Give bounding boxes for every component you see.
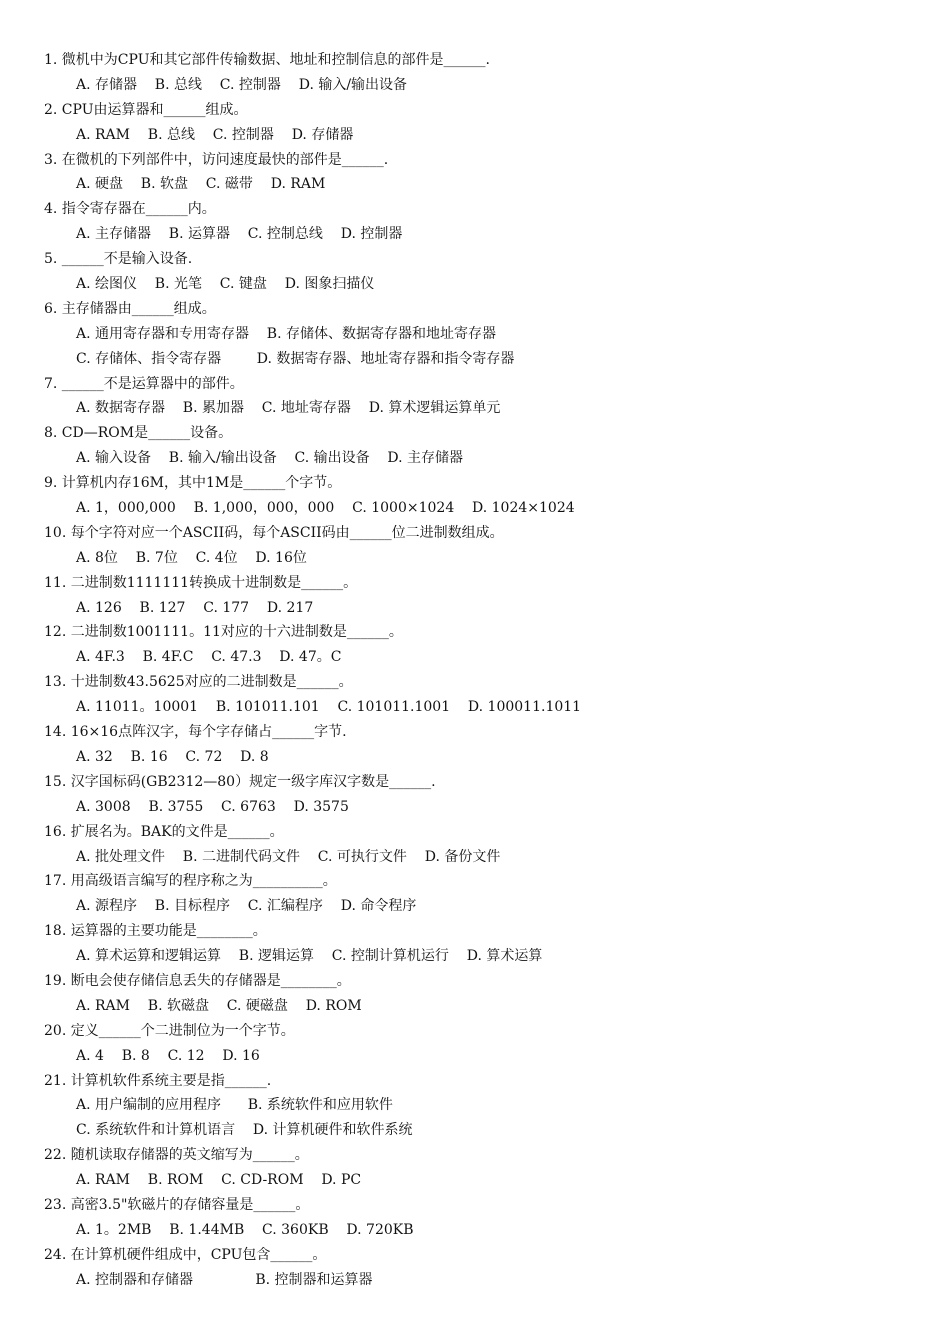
question-options: A. 用户编制的应用程序 B. 系统软件和应用软件: [76, 1097, 393, 1114]
question-text: 4. 指令寄存器在______内。: [44, 201, 216, 218]
question-options: A. 1，000,000 B. 1,000，000，000 C. 1000×1024 D. 1024×1024: [76, 500, 575, 517]
question-options: A. RAM B. 软磁盘 C. 硬磁盘 D. ROM: [76, 997, 362, 1014]
question-options: A. 数据寄存器 B. 累加器 C. 地址寄存器 D. 算术逻辑运算单元: [76, 400, 501, 417]
question-options: A. 源程序 B. 目标程序 C. 汇编程序 D. 命令程序: [76, 898, 417, 915]
question-options: A. 绘图仪 B. 光笔 C. 键盘 D. 图象扫描仪: [76, 276, 375, 293]
question-options: A. 输入设备 B. 输入/输出设备 C. 输出设备 D. 主存储器: [76, 450, 464, 467]
question-text: 19. 断电会使存储信息丢失的存储器是________。: [44, 972, 351, 989]
question-text: 3. 在微机的下列部件中，访问速度最快的部件是______.: [44, 151, 389, 168]
question-text: 16. 扩展名为。BAK的文件是______。: [44, 823, 284, 840]
question-options: A. 4 B. 8 C. 12 D. 16: [76, 1047, 260, 1064]
question-text: 21. 计算机软件系统主要是指______.: [44, 1072, 272, 1089]
question-text: 11. 二进制数1111111转换成十进制数是______。: [44, 574, 358, 591]
question-options: A. 8位 B. 7位 C. 4位 D. 16位: [76, 549, 307, 566]
question-options: A. 算术运算和逻辑运算 B. 逻辑运算 C. 控制计算机运行 D. 算术运算: [76, 948, 543, 965]
question-options: C. 存储体、指令寄存器 D. 数据寄存器、地址寄存器和指令寄存器: [76, 350, 515, 367]
question-text: 15. 汉字国标码(GB2312—80）规定一级字库汉字数是______.: [44, 773, 436, 790]
question-text: 5. ______不是输入设备.: [44, 251, 193, 268]
question-options: A. 通用寄存器和专用寄存器 B. 存储体、数据寄存器和地址寄存器: [76, 325, 496, 342]
question-text: 7. ______不是运算器中的部件。: [44, 375, 244, 392]
question-text: 12. 二进制数1001111。11对应的十六进制数是______。: [44, 624, 403, 641]
question-text: 9. 计算机内存16M，其中1M是______个字节。: [44, 475, 342, 492]
question-options: A. 3008 B. 3755 C. 6763 D. 3575: [76, 798, 349, 815]
question-options: C. 系统软件和计算机语言 D. 计算机硬件和软件系统: [76, 1122, 413, 1139]
question-options: A. 11011。10001 B. 101011.101 C. 101011.1001 D. 100011.1011: [76, 699, 582, 716]
question-options: A. RAM B. 总线 C. 控制器 D. 存储器: [76, 126, 354, 143]
question-text: 18. 运算器的主要功能是________。: [44, 923, 267, 940]
question-options: A. 硬盘 B. 软盘 C. 磁带 D. RAM: [76, 176, 326, 193]
question-text: 23. 高密3.5"软磁片的存储容量是______。: [44, 1196, 310, 1213]
question-options: A. 4F.3 B. 4F.C C. 47.3 D. 47。C: [76, 649, 342, 666]
question-text: 1. 微机中为CPU和其它部件传输数据、地址和控制信息的部件是______.: [44, 52, 490, 68]
question-options: A. 主存储器 B. 运算器 C. 控制总线 D. 控制器: [76, 226, 403, 243]
question-text: 17. 用高级语言编写的程序称之为__________。: [44, 873, 337, 890]
question-options: A. 126 B. 127 C. 177 D. 217: [76, 599, 314, 616]
question-text: 22. 随机读取存储器的英文缩写为______。: [44, 1147, 309, 1164]
question-text: 24. 在计算机硬件组成中，CPU包含______。: [44, 1246, 327, 1263]
exam-document: [44, 48, 924, 1293]
question-text: 13. 十进制数43.5625对应的二进制数是______。: [44, 674, 353, 691]
question-options: A. 1。2MB B. 1.44MB C. 360KB D. 720KB: [76, 1221, 414, 1238]
question-text: 14. 16×16点阵汉字，每个字存储占______字节.: [44, 724, 347, 741]
question-text: 8. CD—ROM是______设备。: [44, 425, 233, 442]
question-options: A. 批处理文件 B. 二进制代码文件 C. 可执行文件 D. 备份文件: [76, 848, 501, 865]
question-options: A. 32 B. 16 C. 72 D. 8: [76, 748, 269, 765]
question-options: A. RAM B. ROM C. CD-ROM D. PC: [76, 1172, 362, 1189]
question-options: A. 存储器 B. 总线 C. 控制器 D. 输入/输出设备: [76, 76, 408, 93]
question-options: A. 控制器和存储器 B. 控制器和运算器: [76, 1271, 373, 1288]
question-text: 20. 定义______个二进制位为一个字节。: [44, 1022, 295, 1039]
question-text: 10. 每个字符对应一个ASCII码，每个ASCII码由______位二进制数组成。: [44, 524, 504, 541]
question-text: 2. CPU由运算器和______组成。: [44, 101, 248, 118]
question-text: 6. 主存储器由______组成。: [44, 300, 216, 317]
